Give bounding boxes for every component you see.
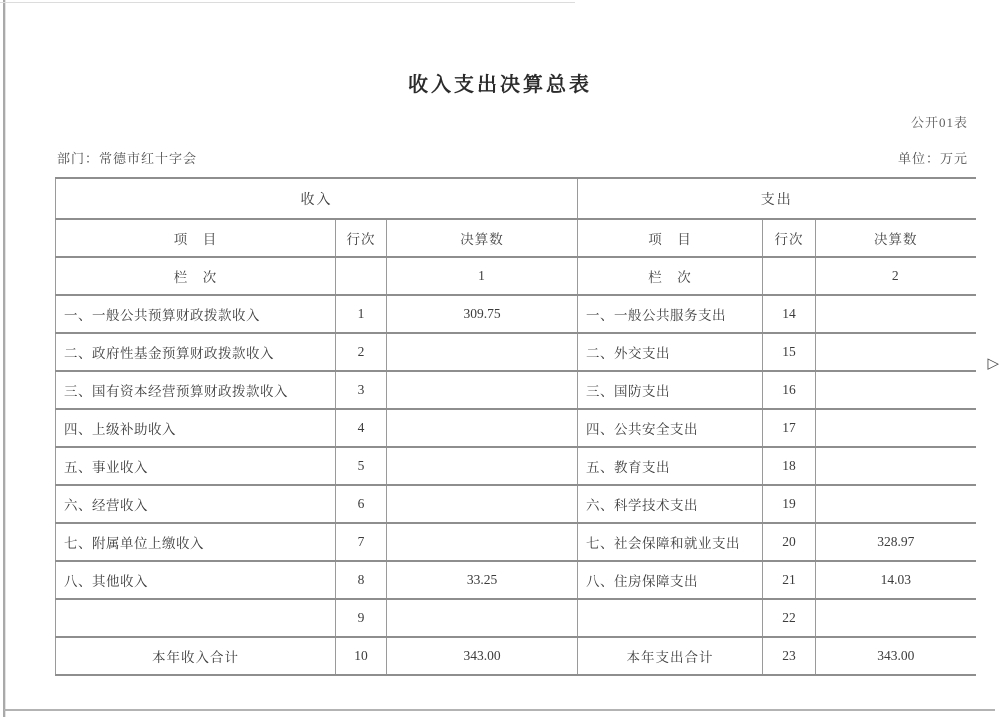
income-item-cell: 四、上级补助收入: [56, 409, 336, 447]
expense-amount-cell: 14.03: [816, 561, 976, 599]
expense-rowno-cell: 15: [763, 333, 816, 371]
table-wrap: [55, 177, 976, 676]
income-item-cell: 本年收入合计: [56, 637, 336, 675]
income-amount-cell: [387, 371, 578, 409]
table-row: [56, 409, 976, 447]
page-edge-marker-icon[interactable]: ▷: [987, 354, 999, 372]
table-row: [56, 371, 976, 409]
income-rowno-cell: 6: [336, 485, 387, 523]
expense-amount-cell: [816, 295, 976, 333]
unit-label: 单位：万元: [897, 151, 968, 166]
table-row: [56, 447, 976, 485]
income-rowno-cell: 4: [336, 409, 387, 447]
expense-rowno-cell: 21: [763, 561, 816, 599]
expense-rowno-cell: 23: [763, 637, 816, 675]
income-amount-cell: [387, 523, 578, 561]
income-index-label: 栏 次: [56, 257, 336, 295]
income-col-amount-header: 决算数: [387, 219, 578, 257]
expense-col-amount-header: 决算数: [816, 219, 976, 257]
income-amount-cell: [387, 333, 578, 371]
income-rowno-cell: 9: [336, 599, 387, 637]
income-rowno-cell: 1: [336, 295, 387, 333]
expense-rowno-cell: 18: [763, 447, 816, 485]
income-item-cell: 七、附属单位上缴收入: [56, 523, 336, 561]
income-rowno-cell: 5: [336, 447, 387, 485]
expense-amount-cell: [816, 599, 976, 637]
table-row-column-header: [56, 219, 976, 257]
income-item-cell: [56, 599, 336, 637]
expense-index-number: 2: [816, 257, 976, 295]
income-rowno-cell: 10: [336, 637, 387, 675]
income-amount-cell: 309.75: [387, 295, 578, 333]
income-amount-cell: [387, 447, 578, 485]
income-rowno-cell: 2: [336, 333, 387, 371]
expense-item-cell: 四、公共安全支出: [578, 409, 763, 447]
expense-amount-cell: 328.97: [816, 523, 976, 561]
page-top-edge: [0, 2, 575, 3]
table-code-label: 公开01表: [910, 115, 968, 130]
expense-rowno-cell: 14: [763, 295, 816, 333]
income-item-cell: 五、事业收入: [56, 447, 336, 485]
income-amount-cell: [387, 485, 578, 523]
expense-item-cell: 本年支出合计: [578, 637, 763, 675]
expense-amount-cell: [816, 371, 976, 409]
expense-col-item-header: 项 目: [578, 219, 763, 257]
table-row: [56, 637, 976, 675]
table-row-group-header: [56, 178, 976, 219]
income-item-cell: 一、一般公共预算财政拨款收入: [56, 295, 336, 333]
income-amount-cell: [387, 599, 578, 637]
expense-group-header: 支出: [578, 178, 976, 219]
table-row: [56, 523, 976, 561]
summary-table: [55, 177, 976, 676]
meta-row: [57, 148, 968, 167]
income-amount-cell: 343.00: [387, 637, 578, 675]
page-bottom-edge: [4, 709, 995, 711]
expense-index-label: 栏 次: [578, 257, 763, 295]
income-amount-cell: 33.25: [387, 561, 578, 599]
expense-col-rowno-header: 行次: [763, 219, 816, 257]
expense-item-cell: 六、科学技术支出: [578, 485, 763, 523]
expense-item-cell: 八、住房保障支出: [578, 561, 763, 599]
expense-item-cell: 五、教育支出: [578, 447, 763, 485]
income-item-cell: 三、国有资本经营预算财政拨款收入: [56, 371, 336, 409]
page-title: 收入支出决算总表: [408, 74, 592, 96]
expense-item-cell: 三、国防支出: [578, 371, 763, 409]
income-item-cell: 八、其他收入: [56, 561, 336, 599]
expense-rowno-cell: 20: [763, 523, 816, 561]
income-group-header: 收入: [56, 178, 578, 219]
income-rowno-cell: 8: [336, 561, 387, 599]
income-amount-cell: [387, 409, 578, 447]
income-index-blank: [336, 257, 387, 295]
expense-amount-cell: 343.00: [816, 637, 976, 675]
income-index-number: 1: [387, 257, 578, 295]
expense-item-cell: 七、社会保障和就业支出: [578, 523, 763, 561]
income-col-item-header: 项 目: [56, 219, 336, 257]
table-row: [56, 333, 976, 371]
income-rowno-cell: 7: [336, 523, 387, 561]
expense-item-cell: [578, 599, 763, 637]
table-row-column-index: [56, 257, 976, 295]
expense-amount-cell: [816, 409, 976, 447]
expense-rowno-cell: 17: [763, 409, 816, 447]
income-rowno-cell: 3: [336, 371, 387, 409]
department-label: 部门：常德市红十字会: [57, 151, 198, 166]
expense-amount-cell: [816, 333, 976, 371]
expense-item-cell: 二、外交支出: [578, 333, 763, 371]
income-item-cell: 六、经营收入: [56, 485, 336, 523]
table-row: [56, 295, 976, 333]
expense-item-cell: 一、一般公共服务支出: [578, 295, 763, 333]
page-left-edge: [3, 0, 5, 717]
income-item-cell: 二、政府性基金预算财政拨款收入: [56, 333, 336, 371]
income-col-rowno-header: 行次: [336, 219, 387, 257]
expense-amount-cell: [816, 485, 976, 523]
expense-rowno-cell: 19: [763, 485, 816, 523]
table-row: [56, 561, 976, 599]
table-row: [56, 599, 976, 637]
expense-rowno-cell: 16: [763, 371, 816, 409]
expense-index-blank: [763, 257, 816, 295]
expense-rowno-cell: 22: [763, 599, 816, 637]
expense-amount-cell: [816, 447, 976, 485]
table-row: [56, 485, 976, 523]
table-body: [56, 295, 976, 675]
